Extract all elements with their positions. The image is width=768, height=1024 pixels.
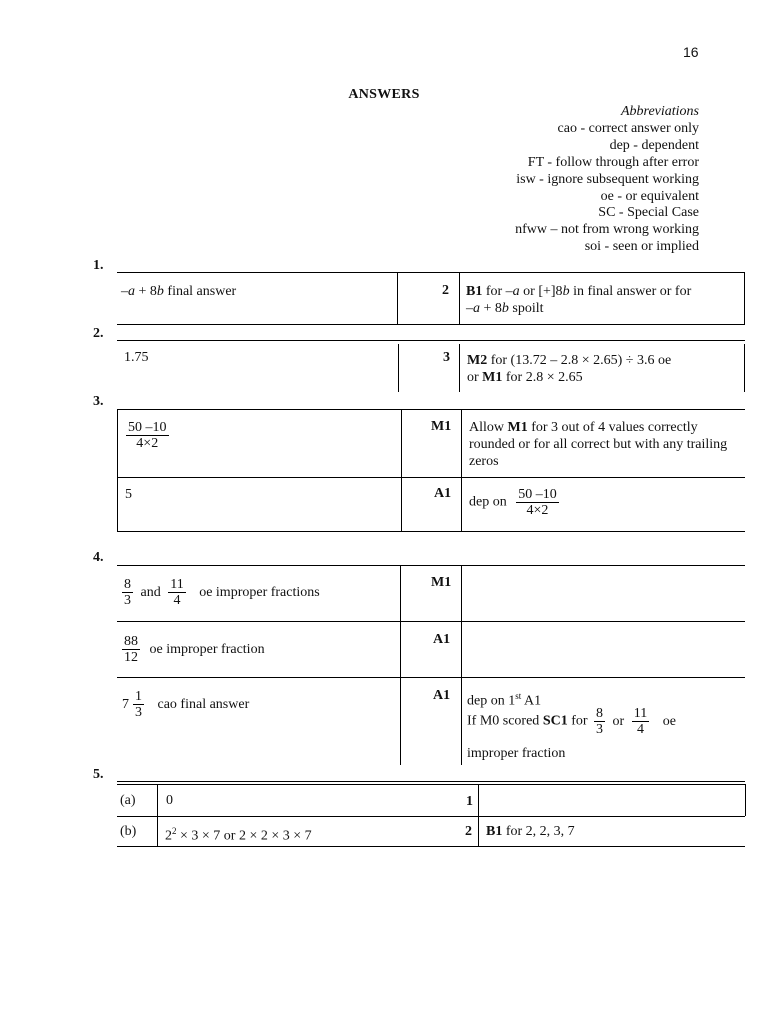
page-title: ANSWERS [348,87,420,102]
abbreviations-heading: Abbreviations [620,104,699,119]
question-number-5: 5. [93,767,104,782]
divider [117,565,745,566]
divider [398,344,399,392]
answer-q5a: 0 [166,793,173,808]
abbreviation-item: FT - follow through after error [527,154,699,170]
divider [117,621,745,622]
divider [461,409,462,531]
guidance-q3-a1: dep on $\frac{50 -10}{4\times 2}$ [469,487,557,518]
abbreviation-item: SC - Special Case [598,205,699,221]
divider [744,272,745,324]
divider [117,846,745,847]
fraction: $\frac{88}{12}$ [124,634,138,665]
mark-q3-a1: A1 [434,486,452,501]
question-number-2: 2. [93,326,104,341]
divider [459,272,460,324]
answer-q1: –a + 8b final answer [121,284,237,299]
guidance-q3-m1: Allow M1 for 3 out of 4 values correctly rounded or for all correct but with any trailing zeros [469,420,728,469]
mark-q3-m1: M1 [431,419,452,434]
guidance-q5b: B1 for 2, 2, 3, 7 [486,824,575,839]
fraction: $\frac{8}{3}$ [596,706,604,737]
fraction: $\frac{50 -10}{4\times 2}$ [128,420,167,451]
divider [401,409,402,531]
divider [117,677,745,678]
abbreviation-item: isw - ignore subsequent working [516,171,699,187]
guidance-q4-sc: If M0 scored SC1 for $\frac{8}{3}$ or $\frac{11}{4}$ oe [467,706,676,737]
divider [157,784,158,846]
divider [461,565,462,765]
divider [117,477,745,478]
abbreviation-item: oe - or equivalent [600,188,699,204]
guidance-q4-dep: dep on 1st A1 [467,691,542,709]
answer-q4: 7 $\frac{1}{3}$ cao final answer [122,689,250,720]
mark-q4-a1: A1 [433,632,451,647]
divider [117,531,745,532]
mark-q5a: 1 [466,794,473,809]
question-number-4: 4. [93,550,104,565]
guidance-q2: M2 for (13.72 – 2.8 × 2.65) ÷ 3.6 oe or M1 for 2.8 × 2.65 [467,353,672,385]
divider [117,340,745,341]
divider [397,272,398,324]
divider [117,784,745,785]
mark-q2: 3 [443,350,450,365]
part-label-b: (b) [120,824,137,839]
divider [117,409,745,410]
fraction: $\frac{1}{3}$ [135,689,142,720]
fraction: $\frac{8}{3}$ [124,577,131,608]
page-number: 16 [683,44,699,60]
mark-q1: 2 [442,283,449,298]
abbreviation-item: soi - seen or implied [584,239,699,255]
divider [745,784,746,816]
divider [117,409,118,531]
divider [459,344,460,392]
part-label-a: (a) [120,793,136,808]
abbreviation-item: dep - dependent [609,137,699,153]
mark-q4-a1-final: A1 [433,688,451,703]
divider [744,344,745,392]
divider [478,784,479,846]
question-number-3: 3. [93,394,104,409]
answer-q3: 5 [125,487,132,502]
divider [117,781,745,782]
answer-q4-fraction: $\frac{88}{12}$ oe improper fraction [124,634,265,665]
fraction: $\frac{11}{4}$ [633,706,648,737]
question-number-1: 1. [93,258,104,273]
divider [117,272,745,273]
abbreviations-list [515,104,699,256]
guidance-q4-last: improper fraction [467,746,566,761]
mark-q5b: 2 [465,824,472,839]
fraction: $\frac{50 -10}{4\times 2}$ [518,487,557,518]
divider [117,324,745,325]
answer-q5b: $2^2 \times 3 \times 7$ or 2 × 2 × 3 × 7 [165,826,312,844]
fraction: $\frac{11}{4}$ [170,577,184,608]
abbreviation-item: nfww – not from wrong working [515,222,699,238]
answer-q2: 1.75 [124,350,149,365]
mark-q4-m1: M1 [431,575,452,590]
abbreviation-item: cao - correct answer only [557,120,699,136]
answer-q4-working: $\frac{8}{3}$ and $\frac{11}{4}$ oe improper fractions [124,577,320,608]
divider [117,816,745,817]
answer-q3-working [126,420,169,451]
divider [400,565,401,765]
guidance-q1: B1 for –a or [+]8b in final answer or for –a + 8b spoilt [466,284,692,316]
